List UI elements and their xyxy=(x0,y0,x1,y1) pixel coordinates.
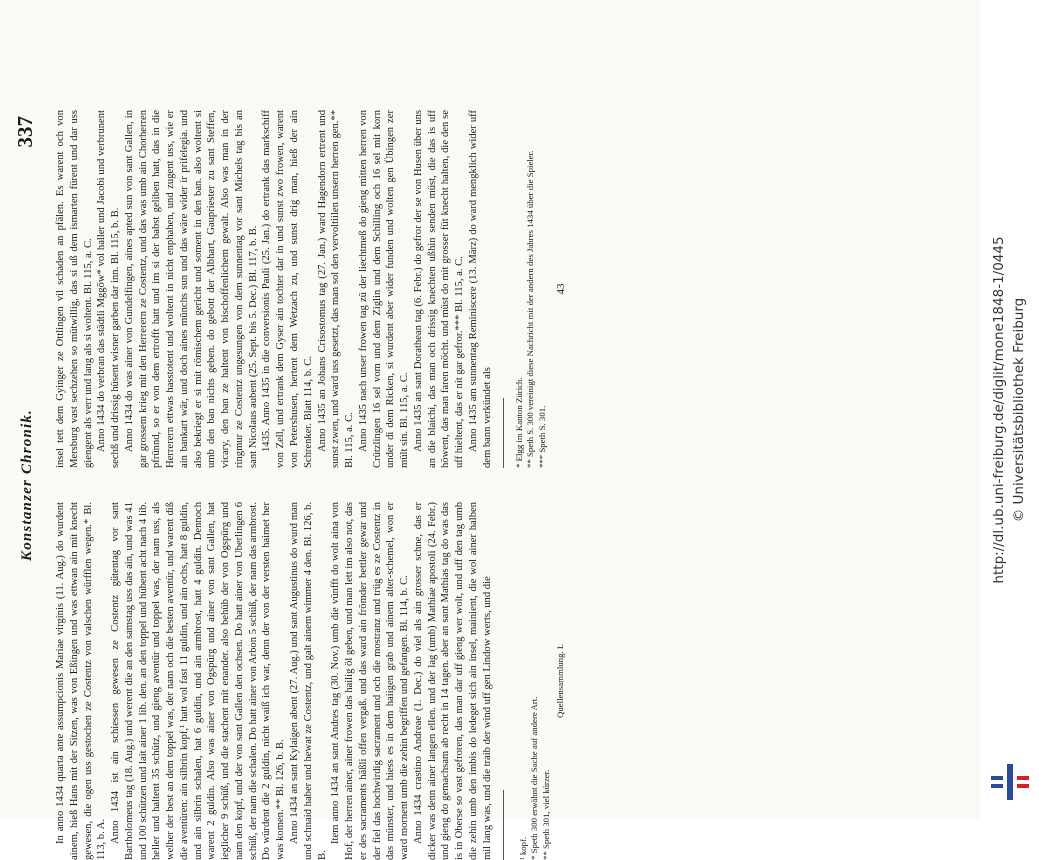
logo-bar-left-bottom xyxy=(991,784,1003,788)
footnote-rule xyxy=(503,790,504,860)
paragraph: insel tett dem Gyinger ze Ottlingen vil schaden an pfälen. Es warent och von Mersburg vast sechzehen so mütwillig, das si uß dem ismarten fürent und dar uss giengent als verr und lang als si woltent. Bl. 115, a. C. xyxy=(55,110,94,468)
logo-bar-left-top xyxy=(991,776,1003,780)
paragraph: Anno 1435 nach unser frowen tag zü der liechtmeß do gieng mitten herren von Crützlingen 16 sel vom und dem Ziglin und dem Schilling och 16 sel mit korn under di dem Ricken, si wurdent aber wider funden und wolten gen Übingen zer mült sin. Bl. 115, a. C. xyxy=(357,110,411,468)
footnote: ** Speth 301, viel kürzer. xyxy=(540,769,551,860)
paragraph: Anno 1435 an sant Dorathean tag (6. Febr.) do gefror der se von Husen über uns an die blaichi, das man och drissig knechten ußhin senden müst, die das is uff höwent, das man faren möcht. und müst do mit grosser füt knecht halten, die den se uff hieltent, das er nit gar gefror.*** Bl. 115, a. C. xyxy=(412,110,466,468)
paragraph: Anno 1434 ist ain schiessen gewesen ze Costentz gütentag vor sant Bartholomeus tag (18. Aug.) und werent die an den samstag uss das ain, und was 41 und 100 schützen und lait ainer 1 lib. den. an den toppel und hübent acht nach 4 lib. heller und haltent 35 schütz, und gieng aventür und toppel was, der nam uss, als welher der best an dem toppel was, der nam och die besten aventür, und warent diß die aventüren: ain silbrin kopf,¹ hatt wol fast 11 guldin, und ain ochs, hatt 8 guldin, und ain silbrin schalen, hat 6 guldin, und ain armbrost, hatt 4 guldin. Dennoch warent 2 guldin. Also was ainer von Ogspürg und ainer von sant Gallen, hat ieglicher 9 schüß, und die stachent mit enander. also behüb der von Ogspürg und nam den kopf, und der von sant Gallen den ochsen. Do hatt ainer von Uberlingen 6 schüß, der nam die schalen. Do hatt ainer von Arbon 5 schüß, der nam das armbrost. Do würdent die 2 guldin, nicht waiß ich war, denn der von der versten haimet her was komen.** Bl. 126, b. B. xyxy=(110,502,287,860)
source-link[interactable]: http://dl.ub.uni-freiburg.de/diglit/mone1848-1/0445 xyxy=(990,236,1007,584)
footnote: * Speth 300 erwähnt die Sache auf andere Art. xyxy=(529,696,540,860)
sheet-number: 43 xyxy=(555,283,568,295)
side-strip xyxy=(980,0,1039,819)
footnotes xyxy=(514,110,549,468)
logo-bar-right-top xyxy=(1017,776,1029,780)
paragraph: Anno 1434 do was ainer von Gundelfingen, aines apted sun von sant Gallen, in gar grossem krieg mit den Herrerern ze Costentz, und das was umb ain Chorherren pfrünnd, so er von dem ertrofft hatt und im si der babst geliben hatt, das in die Herrerern ettwas hasstotent und woltent in nicht enphahen, und zugent uss, wie er ain bankart wär, und doch aines münchs sun und das wäre wider ir prifelegia. und also bekriegt er si mit römischem gericht und soment in den ban. also woltent si umb den ban nichts geben. do gebott der Albhart, Gaupriester zu sant Steffen, vicary, den ban ze haltent von bischoffenlichem gewalt. Also was man in der ringmur ze Costentz ungesungen von dem sunnentag vor sant Michels tag bis an sant Nicolaus aubent (25. Sept. bis 5. Dec.) Bl. 117, b. B. xyxy=(123,110,259,468)
side-caption xyxy=(989,236,1030,583)
paragraph: Anno 1434 crastino Andreae (1. Dec.) do viel als ain grosser schne, das er dicker was denn ainer langen ellen. und der lag (umb) Mathiae apostoli (24. Febr.) und gieng do gemachsam ab recht in 14 tagen. aber an sant Mathias tag do was das is in Oberse so vast gefroren, das man dar uff gieng wer wolt, und uff den tag umb die zehin umb den imbis do ledeget sich ain insel, mainient, die wol ainer halben mil lang was, und die traib der wind uff gen Lindow werts, und die xyxy=(412,502,493,860)
footnote-rule xyxy=(503,398,504,468)
logo-bar-right-bottom xyxy=(1017,784,1029,788)
paragraph: Anno 1434 an sant Kylaigen abent (27. Aug.) und sant Augustinus do wurd man und schnaid haber und hewat ze Costentz, und galt ainem wimmer 4 den. Bl. 126, b. B. xyxy=(289,502,328,860)
paragraph: Anno 1435 an Johans Crisostomus tag (27. Jan.) ward Hagendorn ertrent und sunst zwen, und ward uss gesetzt, das man sol den vervoltiilen unsern herren gen.** Bl. 115, a. C. xyxy=(316,110,356,468)
signature-line: Quellensammlung. I. xyxy=(555,643,566,719)
paragraph: 1435. Anno 1435 in die conversionis Pauli (25. Jan.) do ertrank das markschiff von Zell, und ertrank dem Gyser ain tochter dar in und sunst zwo frowen, warent von Petershusen, hertent dem Wetzach zu, und sunst drig man, hieß der ain Schrenker. Blatt 114, b. C. xyxy=(261,110,314,468)
page-header xyxy=(13,110,42,860)
running-title: Konstanzer Chronik. xyxy=(19,408,35,562)
logo-bar-center xyxy=(1007,764,1013,800)
paragraph: In anno 1434 quarta ante assumpcionis Mariae virginis (11. Aug.) do wurdent ainem, hieß Hans mit der Sitzen, was von Eßingen und was ettwan ain mit knecht gewesen, die ogen uss gestochen ze Costentz von valschen würfflen wegen.* Bl. 113, b. A. xyxy=(55,502,108,860)
footnote: *** Speth S. 301. xyxy=(536,405,547,468)
footnote: * Elgg im Kanton Zürich. xyxy=(513,377,524,468)
paragraph: Anno 1435 am sunnentag Reminiscere (13. März) do ward mengklich wider uff dem bann verkündet als xyxy=(467,110,493,468)
rotated-book-page xyxy=(10,110,910,860)
paragraph: Anno 1434 do verbran das städtli Mggöw* vol haller und Jacobi und verbrunent sechß und drissig hüsent wisner garben dar inn. Bl. 115, b. B. xyxy=(96,110,122,468)
page-number: 337 xyxy=(13,116,37,148)
copyright-notice: © Universitätsbibliothek Freiburg xyxy=(1011,297,1027,523)
footnotes xyxy=(518,502,567,860)
footnote: ¹ kopf. xyxy=(517,836,528,860)
left-column xyxy=(54,502,894,860)
right-column xyxy=(54,110,894,468)
paragraph: Item anno 1434 an sant Andres tag (30. Nov.) umb die vünfft do wolt aina von Hof, der herren ainer, ainer frowen das hailig öl geben, und man lett im also not, das er des sacraments häßli offen vergaß. und das ward ain frömder bettler gewar und der fiel das hochwirdig sacrament und och die mostranz und trüg es ze Costentz in das münster, und hiess es in dem haiigen grab und ainem alter-schemel, won er ward mornent umb die zehin begriffen und gefangen. Bl. 114, b. C. xyxy=(330,502,411,860)
ub-freiburg-logo xyxy=(989,762,1033,802)
footnote: ** Speth S. 300 vereinigt diese Nachricht mit der andern des Jahres 1434 über die Spieler. xyxy=(525,150,536,468)
